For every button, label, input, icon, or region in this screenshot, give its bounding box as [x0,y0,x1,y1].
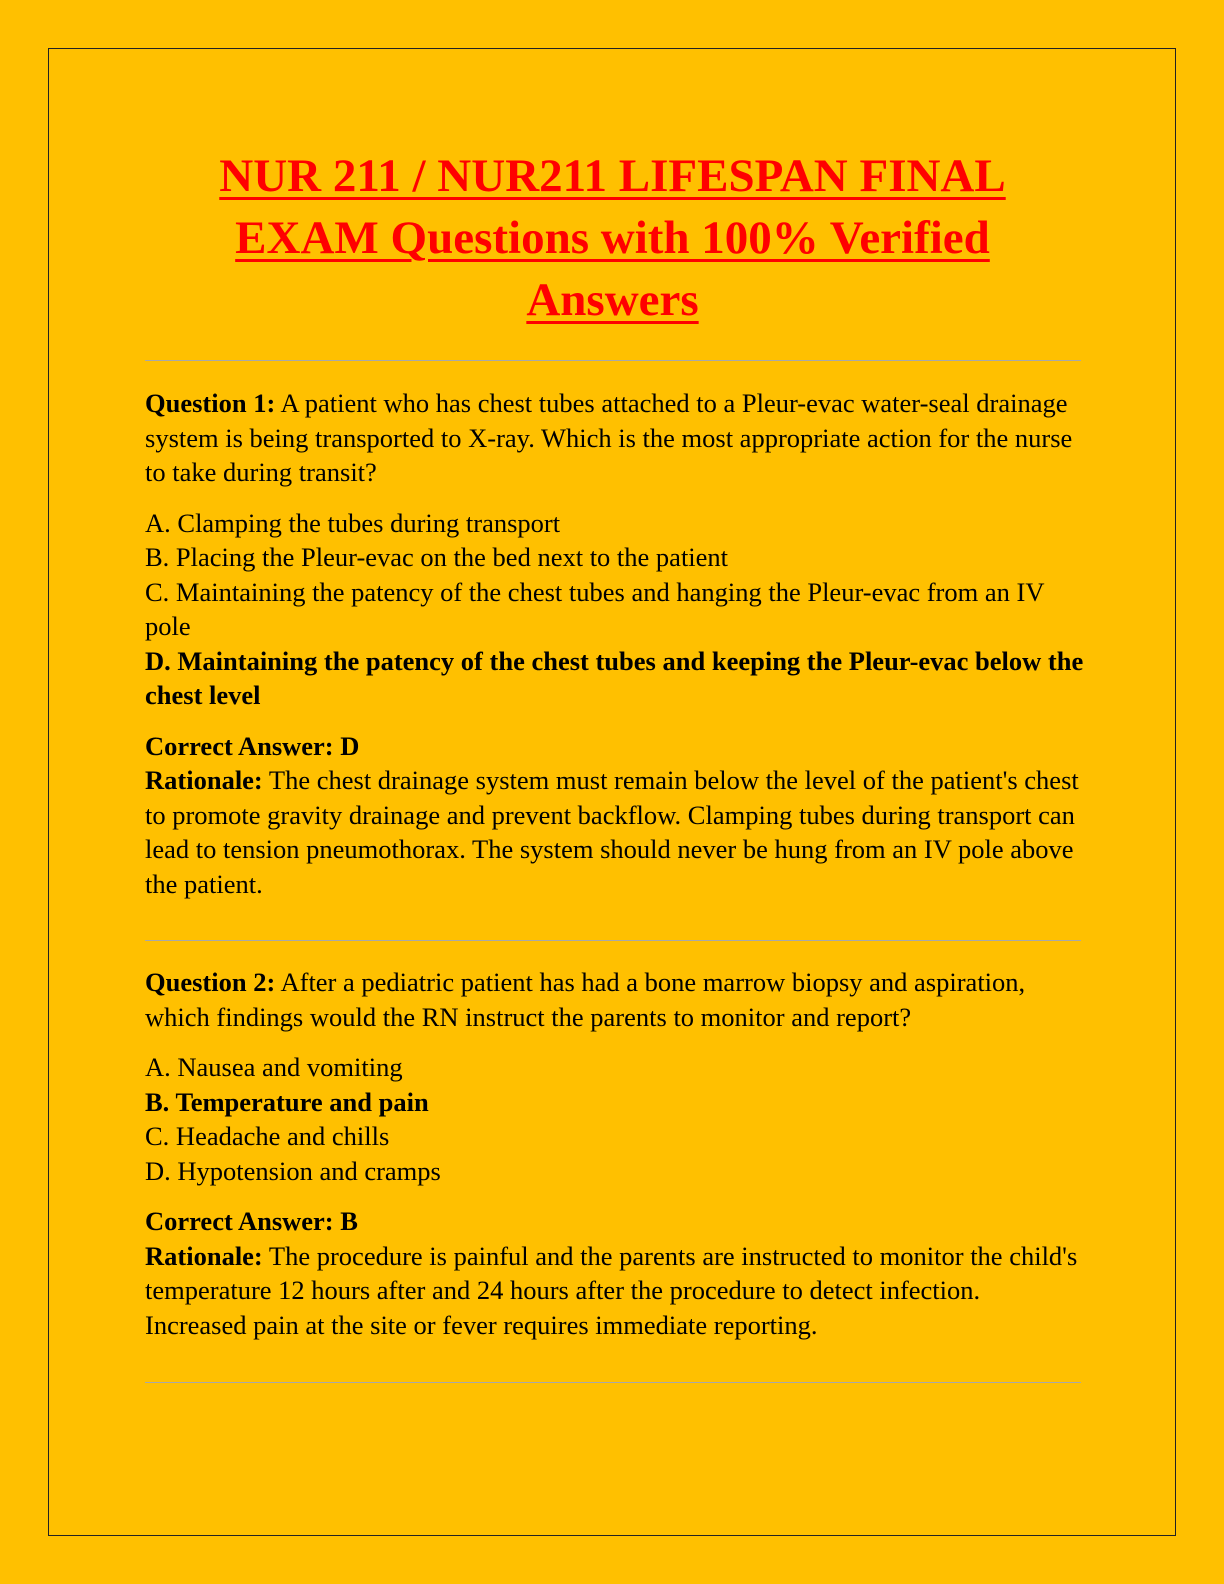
question-label: Question 1: [145,388,276,418]
rationale-label: Rationale: [145,765,263,795]
answer-options [145,1050,1085,1188]
answer-options [145,506,1085,713]
rationale-text: The procedure is painful and the parents are instructed to monitor the child's temperature 12 hours after and 24 hours after the procedure to detect infection. Increased pain at the site or fever requires immediate reporting. [145,1240,1078,1340]
option-d: D. Hypotension and cramps [145,1155,441,1186]
option-c: C. Headache and chills [145,1121,390,1151]
question-text [145,965,1085,1034]
correct-answer: Correct Answer: B [145,1206,358,1236]
divider [145,360,1081,361]
rationale-text: The chest drainage system must remain below the level of the patient's chest to promote gravity drainage and prevent backflow. Clamping tubes during transport can lead to tension pneumothorax. The system should never be hung from an IV pole above the patient. [145,765,1079,899]
option-d: D. Maintaining the patency of the chest tubes and keeping the Pleur-evac below the chest level [145,645,1084,710]
page-title: NUR 211 / NUR211 LIFESPAN FINAL EXAM Questions with 100% Verified Answers [219,150,1006,326]
divider [145,940,1081,941]
option-c: C. Maintaining the patency of the chest tubes and hanging the Pleur-evac from an IV pole [145,576,1044,641]
rationale [145,1239,1085,1343]
option-a: A. Nausea and vomiting [145,1052,403,1082]
correct-answer: Correct Answer: D [145,730,360,761]
option-a: A. Clamping the tubes during transport [145,507,561,538]
question-2 [145,965,1085,1342]
option-b: B. Temperature and pain [145,1086,429,1117]
rationale-label: Rationale: [145,1240,263,1271]
question-label: Question 2: [145,967,276,997]
question-body: After a pediatric patient has had a bone marrow biopsy and aspiration, which findings would the RN instruct the parents to monitor and report? [145,967,1026,1032]
divider [145,1382,1081,1383]
question-1 [145,386,1085,901]
question-body: A patient who has chest tubes attached to a Pleur-evac water-seal drainage system is being transported to X-ray. Which is the most appropriate action for the nurse to take during transit? [145,388,1073,487]
rationale [145,763,1085,901]
question-text [145,386,1085,490]
option-b: B. Placing the Pleur-evac on the bed next to the patient [145,542,729,572]
